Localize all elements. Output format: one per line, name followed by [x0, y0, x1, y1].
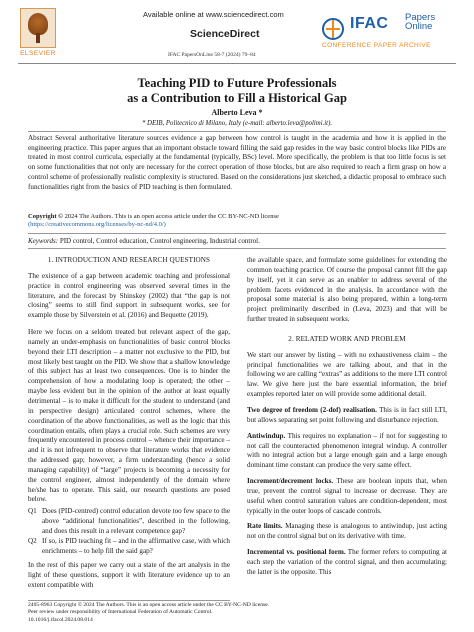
right-column — [247, 256, 447, 578]
intro-paragraph-continued: the available space, and formulate some guidelines for extending the common teaching practice. Of course the proposal cannot fill the gap by itself, yet it can serve as an enabler to address several of the problem facets evidenced in the analysis. In accordance with the proposal some material is also being prepared, within a long-term project preliminarily described in (Leva, 2023) and that will be further treated in subsequent works. — [247, 256, 447, 324]
papers-online-label — [405, 13, 435, 31]
extra-rate-limits — [247, 522, 447, 542]
section-heading-introduction: 1. INTRODUCTION AND RESEARCH QUESTIONS — [47, 256, 211, 264]
ifac-globe-icon — [322, 18, 344, 40]
abstract-rule-mid — [28, 233, 446, 234]
intro-paragraph-3: In the rest of this paper we carry out a state of the art analysis in the light of these questions, support it with literature evidence up to an extent compatible with — [28, 561, 230, 590]
item-label: Rate limits. — [247, 522, 283, 531]
keywords-list: PID control, Control education, Control engineering, Industrial control. — [59, 237, 260, 245]
extra-locks — [247, 477, 447, 516]
header-divider — [18, 63, 456, 64]
available-online-text: Available online at www.sciencedirect.com — [143, 10, 284, 19]
publisher-name: ELSEVIER — [20, 50, 56, 57]
footer-divider — [28, 600, 230, 601]
copyright-text: 2024 The Authors. This is an open access article under the CC BY-NC-ND license — [64, 213, 279, 220]
license-link[interactable]: (https://creativecommons.org/licenses/by-nc-nd/4.0/) — [28, 221, 166, 228]
copyright-notice — [28, 213, 446, 229]
copyright-label: Copyright © — [28, 213, 64, 220]
footer-peer-review: Peer review under responsibility of International Federation of Automatic Control. — [28, 609, 213, 616]
research-question-2 — [28, 537, 230, 557]
related-paragraph-1: We start our answer by listing – with no exhaustiveness claim – the principal functionalities we are talking about, and that in the following we are calling “extras” as additions to the mere LTI control law. We give here just the bare essential information, the brief examples reported later on will provide some additional detail. — [247, 350, 447, 399]
paper-title-line1: Teaching PID to Future Professionals — [137, 76, 337, 90]
item-label: Incremental vs. positional form. — [247, 548, 346, 557]
elsevier-logo — [18, 8, 58, 58]
intro-paragraph-2: Here we focus on a seldom treated but relevant aspect of the gap, namely an under-emphasis on functionalities of basic control blocks beyond their LTI description – a matter not exclusive to the PID, but most likely best taught on the PID. We show that a shallow knowledge of this subject has at least two consequences. One is to hinder the comprehension of how a modulating loop is operated; the other – maybe less evident but in the opinion of the author at least equally detrimental – is to make it difficult for the student to understand (and in perspective design) articulated control schemes, where the coordination of the above functionalities, as well as the logic that this coordination entails, often plays a crucial role. Such schemes are very frequently encountered in process control – whence their importance – and it is not infrequent to observe that literature works that evidence the addressed gap; however, a firm understanding (hence a solid managing capability) of “large” projects is becoming a necessity for the control engineer, almost independently of the domain where he/she has to operate. This said, our research questions are posed below. — [28, 328, 230, 504]
item-text: Managing these is analogous to antiwindup, just acting not on the control signal but on its derivative with time. — [247, 522, 447, 541]
section-heading-related-work: 2. RELATED WORK AND PROBLEM — [288, 334, 406, 343]
item-text: This requires no explanation – if not for suggesting to not call the counteracted phenomenon integral windup. A controller with no integral action but a large enough gain and a large enough dominant time constant can produce the very same effect. — [247, 431, 447, 470]
paper-title-line2: as a Contribution to Fill a Historical Gap — [127, 91, 347, 105]
abstract-rule-top — [28, 131, 446, 132]
footer-doi[interactable]: 10.1016/j.ifacol.2024.08.014 — [28, 616, 93, 623]
abstract: Abstract Several authoritative literature sources evidence a gap between how control is taught in the academia and how it is applied in the engineering practice. This paper argues that an important obstacle toward filling the said gap resides in the way basic control blocks like PIDs are treated in most control curricula, especially at the fundamental (typically, BSc) level. More specifically, the problem is that too little focus is set on some functionalities that not only are necessary for the correct operation of those blocks, but are also required to reach a firm grasp on how a control scheme of professionally realistic complexity is structured. Based on the considerations just sketched, a didactic proposal to embrace such functionalities right from the basics of PID teaching is then formulated. — [28, 134, 446, 191]
author-affiliation: * DEIB, Politecnico di Milano, Italy (e-mail: alberto.leva@polimi.it). — [141, 120, 333, 127]
journal-reference: IFAC PapersOnLine 58-7 (2024) 79–84 — [168, 52, 256, 58]
item-label: Increment/decrement locks. — [247, 477, 334, 486]
research-question-1 — [28, 507, 230, 537]
question-number: Q1 — [28, 507, 37, 516]
item-text: This is in fact still LTI, but allows separating set point following and disturbance rejection. — [247, 405, 447, 424]
footer — [28, 602, 446, 624]
elsevier-tree-icon — [20, 8, 56, 48]
keywords-line — [28, 237, 446, 245]
item-text: The former refers to computing at each step the variation of the control signal, and then accumulating; the latter is the opposite. This — [247, 548, 447, 576]
item-text: These are boolean inputs that, when true, prevent the control signal to increase or decrease. They are useful when control saturation values are condition-dependent, most typically in the outer loops of cascade controls. — [247, 477, 447, 515]
extra-antiwindup — [247, 432, 447, 471]
intro-paragraph-1: The existence of a gap between academic teaching and professional practice in control engineering was observed several times in the literature, and the forecast by Shinskey (2002) that “the gap is not closing” seems to still find support in subsequent works, see for example those by Silverstein et al. (2016) and Bequette (2019). — [28, 271, 230, 320]
footer-issn-line: 2405-8963 Copyright © 2024 The Authors. This is an open access article under the CC BY-NC-ND license. — [28, 602, 270, 608]
question-text: If so, is PID teaching fit – and in the affirmative case, with which enrichments – to help fill the said gap? — [42, 536, 230, 555]
papers-word: Papers — [405, 12, 436, 23]
item-label: Antiwindup. — [247, 431, 286, 440]
sciencedirect-logo-text: ScienceDirect — [190, 28, 260, 40]
abstract-rule-bottom — [28, 248, 446, 249]
keywords-label: Keywords: — [28, 237, 59, 245]
question-number: Q2 — [28, 536, 37, 545]
question-text: Does (PID-centred) control education devote too few space to the above “additional functionalities”, described in the following, and does this result in a relevant competence gap? — [42, 507, 230, 535]
ifac-brand: IFAC — [350, 15, 389, 32]
item-label: Two degree of freedom (2-dof) realisation. — [247, 405, 377, 414]
left-column — [28, 256, 230, 591]
extra-2dof — [247, 406, 447, 426]
author-name: Alberto Leva * — [211, 108, 263, 117]
extra-incremental-form — [247, 548, 447, 578]
online-word: Online — [405, 21, 433, 32]
conference-paper-archive: CONFERENCE PAPER ARCHIVE — [322, 42, 431, 49]
